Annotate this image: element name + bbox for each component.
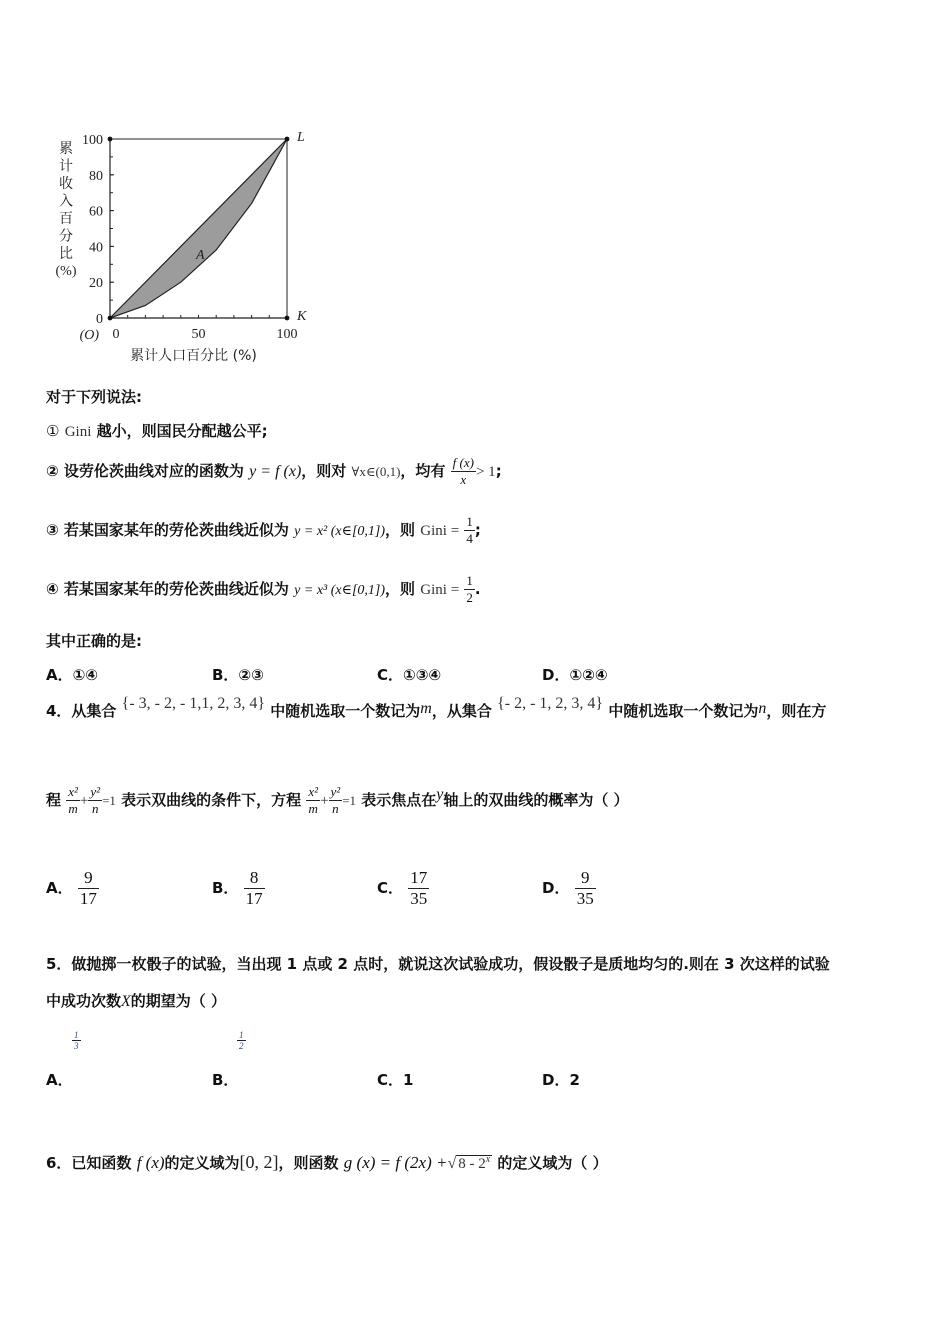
q3-option-c: C．①③④ — [377, 666, 442, 684]
q4-option-d-num: 9 — [580, 868, 590, 887]
q4-focus: 表示焦点在 — [361, 791, 437, 809]
q5-option-a-label: A． — [46, 1071, 73, 1089]
q4-option-b — [212, 868, 265, 909]
which-correct: 其中正确的是: — [46, 632, 142, 650]
question-5-line2 — [46, 990, 226, 1011]
question-5-line1: 5．做抛掷一枚骰子的试验，当出现 1 点或 2 点时，就说这次试验成功，假设骰子是质地均匀的.则在 3 次这样的试验 — [46, 955, 830, 973]
x-tick-label: 50 — [191, 327, 206, 342]
q4-option-d-label: D． — [542, 879, 570, 897]
statement-3-gini: Gini = — [420, 523, 460, 539]
q6-then: ，则函数 — [278, 1154, 339, 1172]
q4-cheng: 程 — [46, 791, 62, 809]
q4-option-c-label: C． — [377, 879, 404, 897]
q4-option-b-num: 8 — [249, 868, 259, 887]
q4-eq1-plus: + — [79, 793, 89, 809]
q4-set2: {- 2, - 1, 2, 3, 4} — [497, 695, 604, 712]
corner-point — [108, 137, 113, 142]
point-label-l: L — [297, 130, 305, 145]
q4-option-d-den: 35 — [576, 889, 594, 908]
q5-option-a-fraction — [72, 1030, 81, 1051]
y-axis-label-char: 百 — [59, 211, 73, 227]
statement-2-have: ，均有 — [400, 462, 446, 480]
q5-option-b-label: B． — [212, 1071, 239, 1089]
statement-3-lead: ③ 若某国家某年的劳伦茨曲线近似为 — [46, 521, 289, 539]
q4-eq2-m: m — [306, 800, 320, 817]
y-axis-label-char: 收 — [59, 176, 73, 192]
statement-2-func: y = f (x) — [249, 463, 302, 480]
y-axis-label-char: 累 — [59, 141, 73, 157]
q6-sup: x — [485, 1154, 491, 1165]
y-axis-label-char: 计 — [59, 158, 73, 175]
q4-eq2-x: x² — [308, 784, 319, 799]
q4-lead: 4．从集合 — [46, 702, 117, 720]
statement-2-gt: > 1 — [475, 464, 496, 480]
q3-option-b: B．②③ — [212, 666, 264, 684]
q5-option-d — [542, 1069, 580, 1090]
q4-m: m — [420, 700, 432, 717]
q4-option-c-den: 35 — [410, 889, 428, 908]
y-axis-unit: (%) — [55, 264, 77, 279]
q5-ask: 的期望为（ ） — [130, 992, 227, 1010]
q4-pick1: 中随机选取一个数记为 — [270, 702, 421, 720]
q6-domain-text: 的定义域为 — [164, 1154, 240, 1172]
statement-2-frac-num: f (x) — [452, 455, 474, 470]
statement-3-fraction — [464, 514, 475, 547]
q4-option-c-num: 17 — [410, 868, 428, 887]
statement-4-then: ，则 — [385, 580, 416, 598]
statement-3 — [46, 514, 481, 547]
statement-3-end: ; — [474, 521, 481, 539]
q4-option-b-den: 17 — [245, 889, 263, 908]
q6-f: f (x) — [136, 1153, 165, 1172]
q6-ask: 的定义域为（ ） — [497, 1154, 608, 1172]
q4-pick2: 中随机选取一个数记为 — [608, 702, 759, 720]
q4-eq1-m: m — [66, 800, 80, 817]
q4-option-c-fraction — [408, 868, 429, 909]
chart-plot-area — [56, 130, 308, 364]
corner-point — [285, 316, 290, 321]
statement-1 — [46, 420, 268, 441]
q4-option-a-den: 17 — [79, 889, 97, 908]
q6-sqrt-sign: √ — [447, 1155, 457, 1172]
q4-set1: {- 3, - 2, - 1,1, 2, 3, 4} — [121, 695, 266, 712]
statement-1-text: 越小，则国民分配越公平; — [91, 422, 268, 440]
q4-eq2-plus: + — [320, 793, 329, 809]
corner-point — [285, 137, 290, 142]
q4-condition: 表示双曲线的条件下，方程 — [121, 791, 302, 809]
q5-X: X — [121, 993, 131, 1010]
q6-sqrt-body — [456, 1155, 492, 1172]
question-4-line2 — [46, 784, 629, 817]
q4-option-a-num: 9 — [84, 868, 93, 887]
statement-4 — [46, 573, 481, 606]
q5-option-c-value: 1 — [403, 1071, 414, 1089]
q4-option-a-label: A． — [46, 879, 73, 897]
q4-from: ，从集合 — [431, 702, 492, 720]
q4-option-a-fraction — [78, 868, 99, 909]
statement-4-func: y = x³ (x∈[0,1]) — [294, 583, 386, 598]
q4-n: n — [758, 700, 767, 717]
statement-4-fraction — [464, 573, 475, 606]
q5-option-c — [377, 1069, 413, 1090]
lorenz-chart — [40, 125, 330, 375]
statement-2-end: ; — [495, 462, 502, 480]
q3-option-d: D．①②④ — [542, 666, 608, 684]
y-tick-label: 40 — [89, 240, 103, 256]
y-tick-label: 60 — [89, 204, 103, 220]
q4-option-a — [46, 868, 99, 909]
q4-option-b-label: B． — [212, 879, 239, 897]
statement-3-frac-den: 4 — [466, 531, 473, 546]
statement-1-gini: Gini — [64, 424, 92, 440]
q5-lead: 中成功次数 — [46, 992, 122, 1010]
statement-2-lead: ② 设劳伦茨曲线对应的函数为 — [46, 462, 244, 480]
statement-2-frac-den: x — [451, 471, 476, 488]
equality-line — [110, 139, 287, 318]
q4-option-d-fraction — [575, 868, 596, 909]
y-tick-label: 100 — [82, 133, 103, 148]
corner-point — [108, 316, 113, 321]
statement-4-gini: Gini = — [420, 582, 460, 598]
q4-option-c — [377, 868, 429, 909]
q4-eq2-n: n — [329, 800, 343, 817]
point-label-k: K — [297, 309, 307, 324]
y-axis-label-char: 分 — [59, 228, 73, 245]
q6-sqrt: 8 - 2 — [458, 1156, 486, 1172]
q4-eq1-x: x² — [68, 784, 78, 799]
q4-ask: 轴上的双曲线的概率为（ ） — [443, 791, 629, 809]
q4-option-d — [542, 868, 596, 909]
statement-2 — [46, 455, 502, 488]
statement-3-frac-num: 1 — [466, 514, 473, 529]
q6-g: g (x) = f (2x) + — [343, 1153, 448, 1172]
q4-eq2-one: =1 — [342, 793, 357, 808]
q4-eq1-y: y² — [90, 784, 101, 799]
q4-y: y — [436, 786, 444, 803]
q4-equation-2 — [306, 784, 356, 817]
q5-option-d-label: D． — [542, 1071, 570, 1089]
region-label-a: A — [195, 247, 205, 263]
x-tick-label: 100 — [276, 327, 298, 342]
statement-4-lead: ④ 若某国家某年的劳伦茨曲线近似为 — [46, 580, 289, 598]
q5-option-a-num: 1 — [74, 1030, 79, 1040]
statement-3-func: y = x² (x∈[0,1]) — [294, 524, 386, 539]
q4-eq2-y: y² — [330, 784, 341, 799]
y-axis-label-char: 入 — [59, 193, 73, 210]
q6-lead: 6．已知函数 — [46, 1154, 132, 1172]
q5-option-b-num: 1 — [239, 1030, 244, 1040]
statement-4-end: . — [474, 580, 481, 598]
y-tick-label: 0 — [96, 312, 103, 327]
q5-option-c-label: C． — [377, 1071, 404, 1089]
q5-option-b-den: 2 — [239, 1041, 244, 1051]
q5-option-b-fraction — [237, 1030, 246, 1051]
q3-option-a: A．①④ — [46, 666, 99, 684]
statement-1-mark: ① — [46, 422, 60, 440]
q4-eq1-one: =1 — [102, 793, 116, 808]
y-axis-label-char: 比 — [59, 246, 73, 262]
question-6 — [46, 1152, 608, 1173]
statement-2-fraction — [451, 455, 476, 488]
q4-then: ，则在方 — [766, 702, 827, 720]
y-tick-label: 20 — [89, 276, 103, 292]
statement-4-frac-den: 2 — [466, 590, 473, 605]
question-4-line1 — [46, 695, 827, 721]
statement-2-forall: ∀x∈(0,1) — [351, 464, 401, 479]
q4-eq1-n: n — [88, 800, 102, 817]
q4-equation-1 — [66, 784, 116, 817]
q4-option-b-fraction — [244, 868, 265, 909]
q5-option-a-den: 3 — [74, 1041, 79, 1051]
statement-4-frac-num: 1 — [466, 573, 473, 588]
intro-text: 对于下列说法: — [46, 388, 142, 406]
statement-2-then: ，则对 — [301, 462, 347, 480]
q5-option-d-value: 2 — [569, 1071, 580, 1089]
x-tick-label: 0 — [112, 327, 120, 342]
y-tick-label: 80 — [89, 168, 103, 184]
x-axis-label: 累计人口百分比 (%) — [130, 348, 257, 364]
statement-3-then: ，则 — [385, 521, 416, 539]
q6-domain: [0, 2] — [239, 1152, 279, 1172]
origin-label: (O) — [79, 328, 99, 343]
